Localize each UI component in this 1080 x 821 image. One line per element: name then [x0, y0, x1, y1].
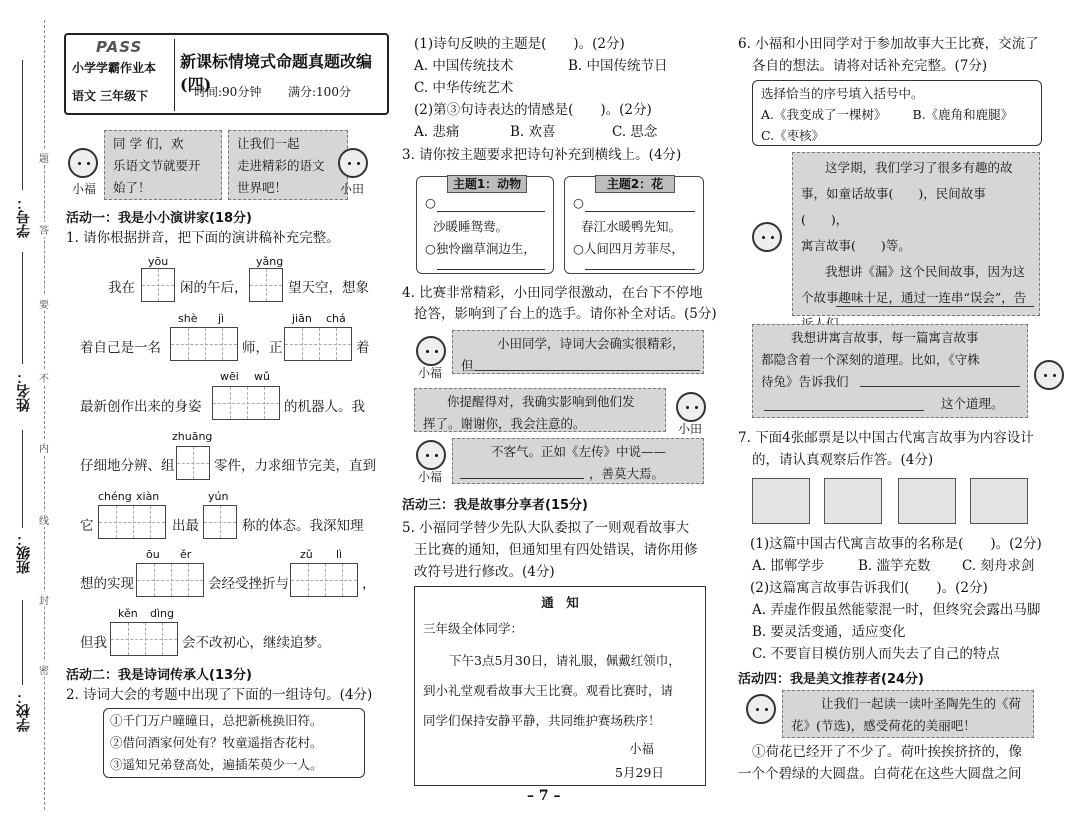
answer-line[interactable] [460, 478, 584, 479]
header-box [64, 33, 389, 115]
passage-text: 想的实现 [80, 576, 134, 592]
dialogue-bubble-2 [414, 388, 666, 432]
poem-line: ①千门万户曈曈日，总把新桃换旧符。 [110, 713, 323, 728]
answer-box[interactable] [176, 446, 210, 480]
passage-text: 但我 [80, 635, 107, 651]
seal-char: 题 [39, 150, 49, 165]
cut-line [44, 20, 45, 810]
exam-time: 时间:90分钟 [194, 85, 262, 99]
pass-logo: PASS [96, 38, 143, 56]
answer-line[interactable] [836, 306, 1034, 307]
answer-line[interactable] [585, 269, 695, 270]
q6-text: 6. 小福和小田同学对于参加故事大王比赛，交流了 [738, 36, 1039, 52]
pinyin: kěn [118, 607, 138, 620]
choices-box [752, 80, 1042, 146]
activity3-title: 活动三：我是故事分享者(15分) [402, 498, 588, 513]
bubble-line: 世界吧！ [237, 180, 288, 195]
exam-score: 满分:100分 [288, 85, 351, 99]
school-line [22, 600, 23, 685]
pinyin: lì [336, 548, 343, 561]
answer-line[interactable] [474, 370, 700, 371]
passage-line: 一个个碧绿的大圆盘。白荷花在这些大圆盘之间 [738, 766, 1022, 782]
pinyin: zhuāng [172, 430, 213, 443]
pinyin: yǎng [256, 255, 284, 268]
choices-instruction: 选择恰当的序号填入括号中。 [761, 86, 924, 101]
pinyin: jiān [292, 312, 312, 325]
xiaofu-avatar [746, 694, 776, 724]
dialogue-line: 小田同学，诗词大会确实很精彩， [497, 336, 685, 351]
page-number: – 7 – [527, 788, 561, 804]
bubble-line: 始了！ [113, 180, 151, 195]
answer-line[interactable] [764, 410, 924, 411]
xiaotian-name: 小田 [678, 422, 703, 436]
q5-text: 5. 小福同学替少先队大队委拟了一则观看故事大 [402, 520, 690, 536]
passage-text: 零件，力求细节完美，直到 [214, 458, 376, 474]
topic1-title: 主题1：动物 [447, 175, 527, 193]
grade-label: 语文 三年级下 [72, 89, 149, 103]
answer-box[interactable] [141, 268, 175, 302]
option[interactable]: B. 中国传统节日 [568, 58, 668, 74]
passage-text: 我在 [108, 280, 135, 296]
xiaofu-avatar [416, 336, 446, 366]
poem-line: ③遥知兄弟登高处，遍插茱萸少一人。 [110, 757, 323, 772]
option[interactable]: C. 刻舟求剑 [962, 558, 1035, 574]
topic-line: ○独怜幽草涧边生， [425, 241, 536, 256]
passage-text: 的机器人。我 [284, 399, 365, 415]
story-bubble-1 [792, 152, 1040, 316]
pinyin: wēi [220, 370, 239, 383]
xiaofu-avatar [416, 440, 446, 470]
option[interactable]: B. 欢喜 [510, 124, 556, 140]
topic2-box [564, 176, 704, 274]
passage-text: 出最 [172, 518, 199, 534]
topic-line: ○人间四月芳菲尽， [573, 241, 684, 256]
option[interactable]: C. 中华传统艺术 [414, 80, 514, 96]
answer-box[interactable] [212, 386, 280, 420]
pinyin: xiàn [136, 490, 160, 503]
q2-text: 2. 诗词大会的考题中出现了下面的一组诗句。(4分) [66, 687, 373, 703]
dialogue-line: 挥了。谢谢你，我会注意的。 [423, 416, 586, 431]
answer-line[interactable] [585, 211, 695, 212]
q5-text: 改符号进行修改。(4分) [414, 564, 555, 580]
passage-line: ①荷花已经开了不少了。荷叶挨挨挤挤的，像 [752, 744, 1022, 760]
choice-option: A.《我变成了一棵树》 [761, 107, 887, 122]
pinyin: chéng [98, 490, 132, 503]
pinyin: jì [218, 312, 225, 325]
pinyin: dìng [150, 607, 174, 620]
option[interactable]: C. 不要盲目模仿别人而失去了自己的特点 [752, 646, 1000, 662]
notice-line: 下午3点5月30日，请礼服，佩戴红领巾， [449, 653, 681, 668]
option[interactable]: A. 悲痛 [414, 124, 460, 140]
bubble-line: 让我们一起 [237, 136, 300, 151]
intro-bubble-left [104, 130, 222, 200]
q7-text: 7. 下面4张邮票是以中国古代寓言故事为内容设计 [738, 430, 1034, 446]
bubble-line: 这学期，我们学习了很多有趣的故 [825, 160, 1013, 175]
binding-margin [0, 0, 60, 821]
activity1-title: 活动一：我是小小演讲家(18分) [66, 211, 252, 226]
passage-text: ， [362, 576, 376, 592]
answer-line[interactable] [860, 386, 1020, 387]
passage-text: 望天空，想象 [288, 280, 369, 296]
passage-text: 会经受挫折与 [208, 576, 289, 592]
school-label: 学校： [16, 690, 32, 732]
pinyin: ěr [180, 548, 192, 561]
dialogue-bubble-1 [452, 330, 704, 374]
stamp-image [824, 478, 882, 524]
dialogue-line: 你提醒得对，我确实影响到他们发 [447, 394, 635, 409]
passage-text: 着自己是一名 [80, 340, 161, 356]
seal-char: 不 [39, 370, 49, 385]
notice-signature: 小福 [629, 741, 655, 756]
q4-text: 4. 比赛非常精彩，小田同学很激动，在台下不停地 [402, 285, 703, 301]
notice-greeting: 三年级全体同学： [423, 621, 524, 636]
activity2-title: 活动二：我是诗词传承人(13分) [66, 668, 252, 683]
q1-text: 1. 请你根据拼音，把下面的演讲稿补充完整。 [66, 230, 340, 246]
xiaotian-name: 小田 [340, 182, 365, 196]
notice-line: 到小礼堂观看故事大王比赛。观看比赛时，请 [423, 683, 674, 698]
answer-line[interactable] [437, 211, 545, 212]
topic-line: ○ [573, 195, 584, 210]
choice-option: B.《鹿角和鹿腿》 [912, 107, 1014, 122]
option[interactable]: B. 滥竽充数 [858, 558, 931, 574]
passage-text: 着 [356, 340, 370, 356]
seal-char: 封 [39, 592, 49, 607]
xiaofu-avatar [68, 148, 98, 178]
q7-sub1: (1)这篇中国古代寓言故事的名称是( )。(2分) [750, 536, 1042, 552]
id-label: 学号： [16, 196, 32, 238]
bubble-line: 这个道理。 [941, 396, 1004, 411]
xiaofu-name: 小福 [418, 470, 443, 484]
seal-char: 密 [39, 662, 49, 677]
answer-box[interactable] [170, 327, 238, 361]
seal-char: 内 [39, 440, 49, 455]
option[interactable]: A. 弄虚作假虽然能蒙混一时，但终究会露出马脚 [752, 602, 1041, 618]
pinyin: wǔ [254, 370, 270, 383]
stamp-image [898, 478, 956, 524]
q7-sub2: (2)这篇寓言故事告诉我们( )。(2分) [750, 580, 988, 596]
name-label: 姓名： [16, 370, 32, 412]
answer-line[interactable] [437, 269, 545, 270]
q6-text: 各自的想法。请将对话补充完整。(7分) [752, 58, 988, 74]
pinyin: ōu [146, 548, 160, 561]
passage-text: 仔细地分辨、组 [80, 458, 175, 474]
bubble-line: 花》(节选)，感受荷花的美丽吧！ [791, 718, 976, 733]
option[interactable]: B. 要灵活变通，适应变化 [752, 624, 906, 640]
option[interactable]: C. 思念 [612, 124, 658, 140]
book-title: 小学学霸作业本 [72, 61, 157, 75]
passage-text: 闲的午后， [180, 280, 248, 296]
notice-title: 通 知 [541, 595, 579, 610]
q2-sub1: (1)诗句反映的主题是( )。(2分) [414, 36, 625, 52]
passage-text: 师，正 [242, 340, 283, 356]
class-line [22, 430, 23, 528]
answer-box[interactable] [98, 505, 166, 539]
bubble-line: 乐语文节就要开 [113, 158, 201, 173]
q3-text: 3. 请你按主题要求把诗句补充到横线上。(4分) [402, 147, 682, 163]
poem-line: ②借问酒家何处有？牧童遥指杏花村。 [110, 735, 323, 750]
notice-line: 同学们保持安静平静，共同维护赛场秩序！ [423, 713, 661, 728]
dialogue-line: ，善莫大焉。 [589, 466, 665, 481]
xiaofu-name: 小福 [418, 366, 443, 380]
passage-text: 称的体态。我深知理 [242, 518, 364, 534]
bubble-line: 事，如童话故事( )，民间故事( )， [801, 186, 986, 227]
recommend-bubble [782, 690, 1034, 738]
q2-sub2: (2)第③句诗表达的情感是( )。(2分) [414, 102, 652, 118]
bubble-line: 让我们一起读一读叶圣陶先生的《荷 [821, 696, 1022, 711]
page-title: 新课标情境式命题真题改编(四) [180, 52, 373, 94]
dialogue-line: 不客气。正如《左传》中说—— [491, 444, 667, 459]
answer-box[interactable] [110, 622, 178, 656]
stamp-image [752, 478, 810, 524]
q5-text: 王比赛的通知，但通知里有四处错误，请你用修 [414, 542, 698, 558]
option[interactable]: A. 邯郸学步 [752, 558, 825, 574]
answer-box[interactable] [203, 505, 237, 539]
answer-box[interactable] [290, 563, 358, 597]
topic-line: 春江水暖鸭先知。 [581, 219, 682, 234]
header-divider [174, 39, 175, 111]
notice-box [414, 586, 706, 786]
bubble-line: 同 学 们，欢 [113, 136, 184, 151]
passage-text: 最新创作出来的身姿 [80, 399, 202, 415]
q4-text: 抢答，影响到了台上的选手。请你补全对话。(5分) [414, 306, 717, 322]
bubble-line: 我想讲寓言故事，每一篇寓言故事 [791, 330, 979, 345]
bubble-line: 走进精彩的语文 [237, 158, 325, 173]
xiaotian-avatar [676, 392, 706, 422]
passage-text: 会不改初心，继续追梦。 [182, 635, 331, 651]
pinyin: shè [178, 312, 198, 325]
option[interactable]: A. 中国传统技术 [414, 58, 514, 74]
bubble-line: 都隐含着一个深刻的道理。比如，《守株 [761, 352, 980, 367]
choice-option: C.《枣核》 [761, 128, 825, 143]
topic-line: ○ [425, 195, 436, 210]
notice-date: 5月29日 [615, 765, 664, 780]
answer-box[interactable] [249, 268, 283, 302]
passage-text: 它 [80, 518, 94, 534]
stamp-image [970, 478, 1028, 524]
bubble-line: 我想讲《漏》这个民间故事，因为这 [825, 264, 1026, 279]
class-label: 班级： [16, 532, 32, 574]
id-line [22, 60, 23, 190]
xiaofu-avatar [752, 222, 782, 252]
pinyin: yún [208, 490, 229, 503]
story-bubble-2 [752, 324, 1028, 418]
pinyin: chá [326, 312, 346, 325]
topic-line: 沙暖睡鸳鸯。 [433, 219, 509, 234]
xiaofu-name: 小福 [72, 182, 97, 196]
seal-char: 答 [39, 222, 49, 237]
xiaotian-avatar [338, 148, 368, 178]
seal-char: 线 [39, 512, 49, 527]
pinyin: zǔ [300, 548, 313, 561]
topic1-box [416, 176, 554, 274]
pinyin: yōu [148, 255, 169, 268]
intro-bubble-right [228, 130, 348, 200]
bubble-line: 寓言故事( )等。 [801, 238, 911, 253]
seal-char: 要 [39, 296, 49, 311]
poem-box [103, 708, 365, 778]
name-line [22, 252, 23, 364]
q7-text: 的，请认真观察后作答。(4分) [752, 452, 934, 468]
topic2-title: 主题2：花 [595, 175, 675, 193]
xiaotian-avatar [1034, 360, 1064, 390]
answer-box[interactable] [284, 327, 352, 361]
activity4-title: 活动四：我是美文推荐者(24分) [738, 672, 924, 687]
bubble-line: 个故事趣味十足，通过一连串“误会”，告 [801, 290, 1027, 305]
dialogue-line: 但 [461, 358, 474, 373]
bubble-line: 待兔》告诉我们 [761, 374, 849, 389]
answer-box[interactable] [136, 563, 204, 597]
